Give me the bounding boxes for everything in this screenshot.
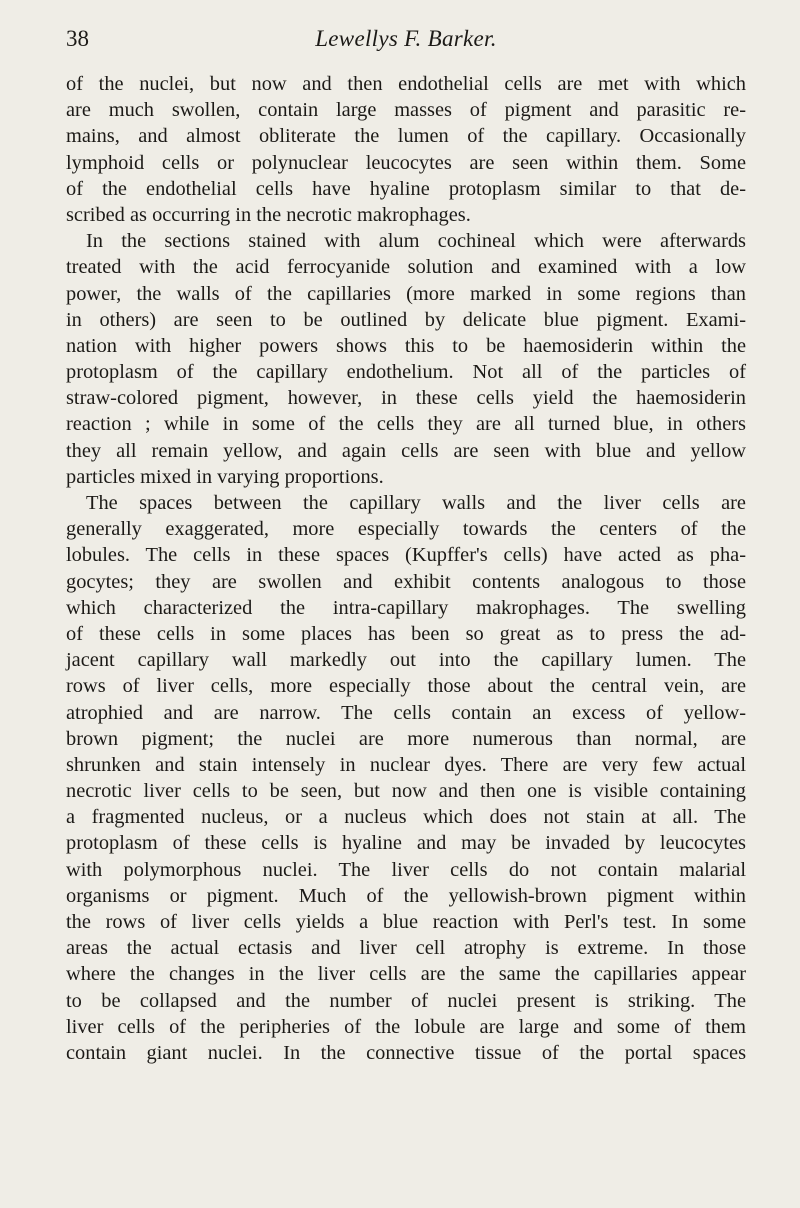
text-line: rows of liver cells, more especially those about the central vein, are <box>66 675 746 698</box>
text-line: where the changes in the liver cells are the same the capillaries appear <box>66 963 746 986</box>
text-line: nation with higher powers shows this to be haemosiderin within the <box>66 334 746 357</box>
text-line: liver cells of the peripheries of the lobule are large and some of them <box>66 1015 746 1038</box>
text-line: treated with the acid ferrocyanide solution and examined with a low <box>66 256 746 279</box>
text-line: a fragmented nucleus, or a nucleus which does not stain at all. The <box>66 806 746 829</box>
text-line: of these cells in some places has been so great as to press the ad- <box>66 622 746 645</box>
text-line: protoplasm of the capillary endothelium. Not all of the particles of <box>66 361 746 384</box>
text-line: In the sections stained with alum cochineal which were afterwards <box>86 230 746 253</box>
text-line: gocytes; they are swollen and exhibit contents analogous to those <box>66 570 746 593</box>
text-line: in others) are seen to be outlined by delicate blue pigment. Exami- <box>66 308 746 331</box>
text-line: they all remain yellow, and again cells are seen with blue and yellow <box>66 439 746 462</box>
body-text <box>66 71 746 1066</box>
text-line: lymphoid cells or polynuclear leucocytes are seen within them. Some <box>66 151 746 174</box>
text-line: of the nuclei, but now and then endothelial cells are met with which <box>66 73 746 95</box>
text-line: which characterized the intra-capillary makrophages. The swelling <box>66 596 746 619</box>
text-line: areas the actual ectasis and liver cell atrophy is extreme. In those <box>66 937 746 960</box>
text-line: with polymorphous nuclei. The liver cells do not contain malarial <box>66 858 746 881</box>
text-line: straw-colored pigment, however, in these cells yield the haemosiderin <box>66 387 746 410</box>
page-header <box>66 24 746 54</box>
text-line: protoplasm of these cells is hyaline and may be invaded by leucocytes <box>66 832 746 855</box>
text-line: particles mixed in varying proportions. <box>66 465 384 488</box>
text-line: The spaces between the capillary walls and the liver cells are <box>86 492 746 514</box>
text-line: to be collapsed and the number of nuclei present is striking. The <box>66 989 746 1012</box>
page-number: 38 <box>66 26 89 51</box>
text-line: necrotic liver cells to be seen, but now and then one is visible containing <box>66 780 746 803</box>
text-line: generally exaggerated, more especially towards the centers of the <box>66 518 746 541</box>
text-line: the rows of liver cells yields a blue reaction with Perl's test. In some <box>66 911 746 933</box>
text-line: mains, and almost obliterate the lumen of the capillary. Occasionally <box>66 125 746 148</box>
text-line: jacent capillary wall markedly out into the capillary lumen. The <box>66 649 746 672</box>
text-line: are much swollen, contain large masses of pigment and parasitic re- <box>66 99 746 122</box>
text-line: atrophied and are narrow. The cells contain an excess of yellow- <box>66 701 746 724</box>
text-line: of the endothelial cells have hyaline protoplasm similar to that de- <box>66 177 746 200</box>
text-line: organisms or pigment. Much of the yellowish-brown pigment within <box>66 884 746 907</box>
text-line: contain giant nuclei. In the connective tissue of the portal spaces <box>66 1041 746 1064</box>
text-line: lobules. The cells in these spaces (Kupffer's cells) have acted as pha- <box>66 544 746 567</box>
text-line: scribed as occurring in the necrotic makrophages. <box>66 203 471 226</box>
text-line: reaction ; while in some of the cells they are all turned blue, in others <box>66 413 746 436</box>
text-line: shrunken and stain intensely in nuclear dyes. There are very few actual <box>66 753 746 776</box>
running-head: Lewellys F. Barker. <box>315 26 497 51</box>
text-line: brown pigment; the nuclei are more numerous than normal, are <box>66 727 746 750</box>
text-line: power, the walls of the capillaries (more marked in some regions than <box>66 282 746 305</box>
